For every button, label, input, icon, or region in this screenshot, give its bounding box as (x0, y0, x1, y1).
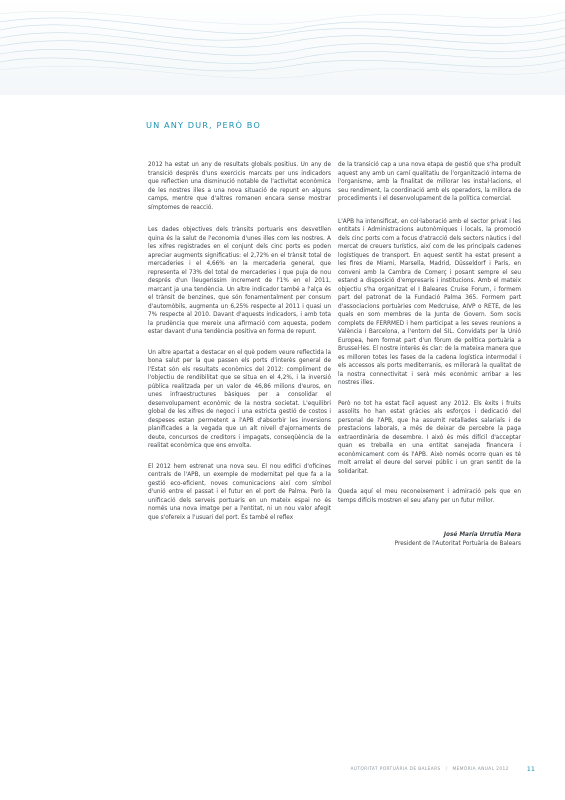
paragraph: Queda aquí el meu reconeixement i admiració pels que en temps difícils mostren el seu afany per un futur millor. (338, 489, 521, 504)
paragraph: El 2012 hem estrenat una nova seu. El nou edifici d'oficines centrals de l'APB, un exemple de modernitat pel que fa a la gestió eco-eficient, noves comunicacions així com símbol d'unió entre el passat i el futur en el port de Palma. Però la unificació dels serveis portuaris en un mateix espai no és només una nova imatge per a l'entitat, ni un nou valor afegit que s'ofereix a l'usuari del port. És també el reflex (148, 463, 331, 521)
page-number: 11 (526, 765, 535, 773)
paragraph: Les dades objectives dels trànsits portuaris ens desvetllen quina és la salut de l'economia d'unes illes com les nostres. A les xifres registrades en el conjunt dels cinc ports es poden apreciar augments significatius: el 2,72% en el trànsit total de mercaderies i el 4,66% en la mercaderia general, que representa el 73% del total de mercaderies i que puja de nou després d'un lleugerissim increment de l'1% en el 2011, marcant ja una tendència. Un altre indicador també a l'alça és el trànsit de benzines, que són fonamentalment per consum d'automòbils, augmenta un 6,25% respecte al 2011 i quasi un 7% respecte al 2010. Davant d'aquests indicadors, i amb tota la prudència que mereix una afirmació com aquesta, podem estar davant d'una tendència positiva en forma de repunt. (148, 227, 331, 335)
signature-block (338, 531, 521, 548)
paragraph: de la transició cap a una nova etapa de gestió que s'ha produït aquest any amb un camí qualitatiu de l'organització interna de l'organisme, amb la finalitat de millorar les instal·lacions, el seu rendiment, la coordinació amb els operadors, la millora de procediments i el desenvolupament de la política comercial. (338, 162, 521, 202)
header-wave-decoration (0, 0, 565, 95)
signature-name: José María Urrutia Mera (443, 532, 521, 538)
footer-publisher: AUTORITAT PORTUÀRIA DE BALEARS (350, 766, 441, 772)
paragraph: Però no tot ha estat fàcil aquest any 2012. Els èxits i fruits assolits ho han estat gràcies als esforços i dedicació del personal de l'APB, que ha assumit retallades salarials i de prestacions laborals, a més de deixar de percebre la paga extraordinària de desembre. I això és més difícil d'acceptar quan es treballa en una entitat sanejada financera i econòmicament com és l'APB. Això només ocorre quan es té molt arrelat el deure del servei públic i un gran sentit de la solidaritat. (338, 400, 521, 475)
paragraph: Un altre apartat a destacar en el què podem veure reflectida la bona salut per la que passen els ports d'interès general de l'Estat són els resultats econòmics del 2012: compliment de l'objectiu de rendibilitat que se situa en el 4,2%, i la inversió pública realitzada per un valor de 46,86 milions d'euros, en unes infraestructures bàsiques per a consolidar el desenvolupament econòmic de la nostra societat. L'equilibri global de les xifres de negoci i una estricta gestió de costos i despeses estan permetent a l'APB d'absorbir les inversions planificades a la vegada que un alt nivell d'ajornaments de deute, concursos de creditors i impagats, conseqüència de la realitat econòmica que ens envolta. (148, 349, 331, 449)
right-text-column (338, 161, 521, 548)
page-title: UN ANY DUR, PERÒ BO (146, 120, 261, 130)
footer-report-title: MEMÒRIA ANUAL 2012 (452, 766, 509, 772)
page-footer (350, 765, 535, 773)
paragraph: 2012 ha estat un any de resultats globals positius. Un any de transició després d'uns exercicis marcats per uns indicadors que reflectien una disminució notable de l'activitat econòmica de les nostres illes a una nova situació de repunt en alguns camps, mentre que d'altres romanen encara sense mostrar símptomes de reacció. (148, 162, 331, 211)
wave-lines-graphic (0, 0, 565, 95)
paragraph: L'APB ha intensificat, en col·laboració amb el sector privat i les entitats i Administracions autonòmiques i locals, la promoció dels cinc ports com a focus d'atracció dels sectors nàutics i del mercat de creuers turístics, així com de les principals cadenes logístiques de transport. En aquest sentit ha estat present a les fires de Miami, Marsella, Madrid, Düsseldorf i París, en conveni amb la Cambra de Comerç i posant sempre el seu estand a disposició d'empresaris i institucions. Amb el mateix objectiu s'ha organitzat el I Baleares Cruise Forum, i formem part del patronat de la Fundació Palma 365. Formem part d'associacions portuàries com Medcruise, AIVP o RETE, de les quals en som membres de la Junta de Govern. Som socis complets de FERRMED i hem participat a les seves reunions a València i Barcelona, a l'entorn del SIL. Convidats per la Unió Europea, hem format part d'un fòrum de política portuària a Brussel·les. El nostre interès és clar: de la mateixa manera que es milloren totes les fases de la cadena logística intermodal i els accessos als ports mediterranis, es millorarà la qualitat de la nostra connectivitat i serà més econòmic arribar a les nostres illes. (338, 218, 521, 386)
left-text-column (148, 161, 331, 531)
footer-separator: / (445, 766, 448, 772)
signature-role: President de l'Autoritat Portuària de Balears (394, 540, 521, 547)
